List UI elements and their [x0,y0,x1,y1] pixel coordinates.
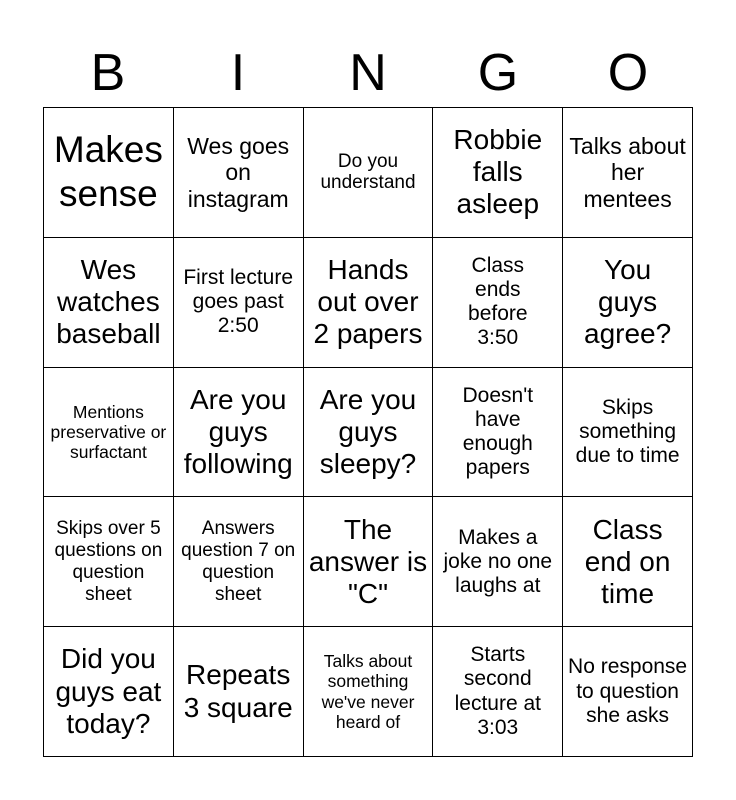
cell-text: Talks about something we've never heard of [321,651,415,732]
cell-text: Did you guys eat today? [55,643,162,739]
bingo-cell[interactable] [563,368,693,498]
cell-text: First lecture goes past 2:50 [183,265,294,338]
bingo-board [43,107,693,757]
cell-text: Hands out over 2 papers [313,253,423,350]
cell-text: Mentions preservative or surfactant [50,401,167,463]
cell-text: Makes a joke no one laughs at [443,525,553,597]
bingo-cell[interactable] [44,238,174,368]
bingo-cell[interactable] [433,238,563,368]
bingo-cell[interactable] [304,368,434,498]
cell-text: Doesn't have enough papers [462,383,534,480]
cell-text: You guys agree? [584,253,672,350]
bingo-cell[interactable] [44,368,174,498]
bingo-cell[interactable] [304,497,434,627]
cell-text: Skips over 5 questions on question sheet [54,518,163,605]
cell-text: Wes goes on instagram [187,132,290,212]
header-letter-b: B [90,44,126,102]
header-letter-n: N [349,44,387,102]
bingo-cell[interactable] [304,238,434,368]
bingo-cell[interactable] [44,627,174,757]
bingo-cell[interactable] [433,108,563,238]
bingo-cell[interactable] [563,627,693,757]
bingo-cell[interactable] [44,497,174,627]
bingo-cell[interactable] [44,108,174,238]
bingo-cell[interactable] [174,627,304,757]
bingo-cell[interactable] [174,368,304,498]
cell-text: Are you guys sleepy? [319,383,417,480]
bingo-cell[interactable] [174,497,304,627]
cell-text: Are you guys following [183,383,293,480]
cell-text: Answers question 7 on question sheet [181,518,296,605]
cell-text: Talks about her mentees [569,132,686,212]
cell-text: Do you understand [320,150,416,194]
bingo-header [43,40,693,106]
cell-text: Class end on time [584,513,671,609]
bingo-cell[interactable] [174,108,304,238]
header-letter-o: O [607,44,649,102]
bingo-cell[interactable] [433,627,563,757]
bingo-cell[interactable] [304,627,434,757]
bingo-cell[interactable] [304,108,434,238]
bingo-cell[interactable] [433,497,563,627]
cell-text: Starts second lecture at 3:03 [454,643,541,739]
header-letter-i: I [230,44,246,102]
header-letter-g: G [477,44,519,102]
cell-text: Skips something due to time [575,395,680,468]
bingo-cell[interactable] [563,108,693,238]
cell-text: The answer is "C" [308,513,428,609]
cell-text: No response to question she asks [568,655,688,727]
cell-text: Makes sense [53,129,163,215]
cell-text: Robbie falls asleep [453,124,543,220]
cell-text: Wes watches baseball [56,253,161,350]
bingo-cell[interactable] [563,497,693,627]
cell-text: Class ends before 3:50 [468,253,528,350]
cell-text: Repeats 3 square [183,659,293,723]
bingo-cell[interactable] [174,238,304,368]
bingo-cell[interactable] [433,368,563,498]
bingo-cell[interactable] [563,238,693,368]
